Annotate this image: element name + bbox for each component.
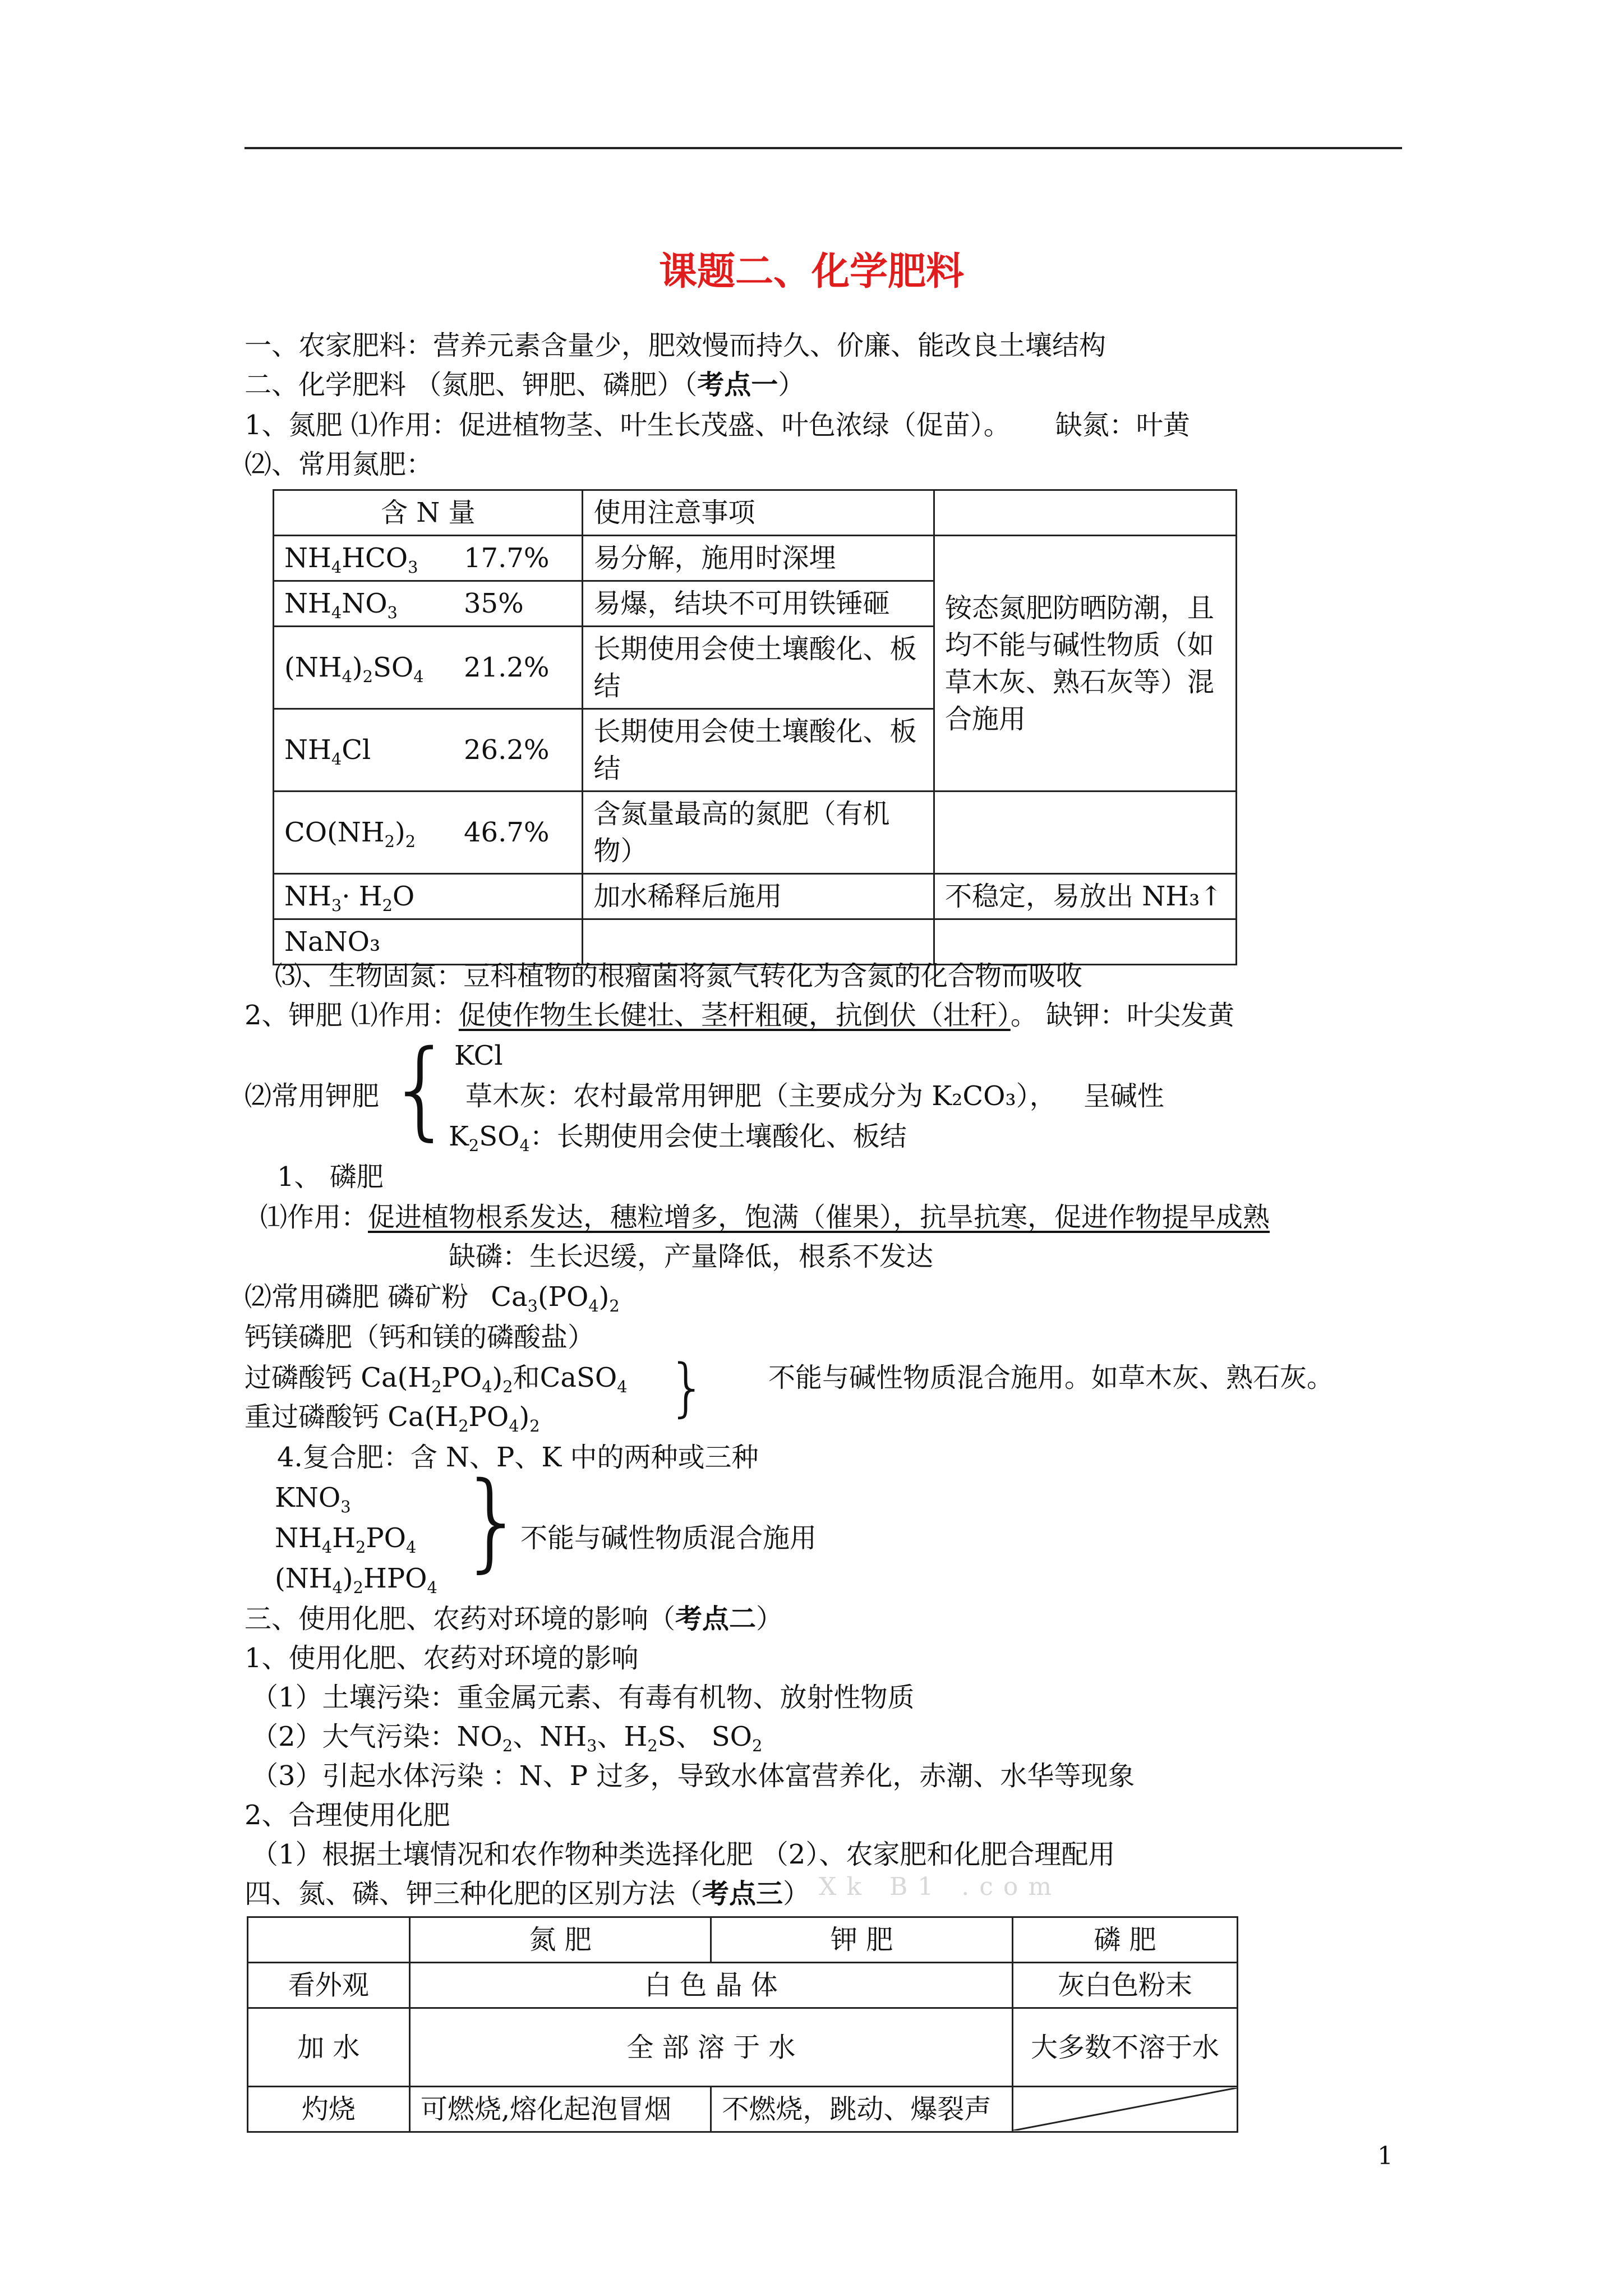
blank-cell [934,792,1237,874]
header-usage-notes: 使用注意事项 [583,490,934,536]
compound-nh4h2po4: $NH_4H_2PO_4$ [275,1522,417,1557]
air-pollution-label: （2）大气污染： [251,1721,457,1752]
phosphorus-deficiency: 缺磷：生长迟缓，产量降低，根系不发达 [449,1241,934,1272]
header-rule [245,147,1402,149]
section-3-text: 三、使用化肥、农药对环境的影响（ [245,1603,676,1635]
biological-fixation: ⑶、生物固氮：豆科植物的根瘤菌将氮气转化为含氮的化合物而吸收 [275,960,1083,992]
usage-note: 易爆，结块不可用铁锤砸 [583,581,934,627]
diagonal-cell [1012,2087,1237,2132]
potassium-kcl: KCl [454,1040,503,1071]
urea-cell [274,792,583,874]
p-appearance: 灰白色粉末 [1012,1963,1237,2008]
section-2-text: 二、化学肥料 （氮肥、钾肥、磷肥）（ [245,369,698,401]
nitrogen-deficiency: 缺氮：叶黄 [1055,409,1190,441]
header-potassium: 钾 肥 [711,1917,1013,1963]
nitrogen-fertilizer-table [273,489,1237,965]
air-pollution [251,1720,762,1754]
k-burn: 不燃烧，跳动、爆裂声 [711,2087,1013,2132]
section-4-heading [245,1877,810,1911]
exam-point-2: 考点二 [675,1603,757,1635]
distinguish-table [247,1916,1238,2133]
n-burn: 可燃烧,熔化起泡冒烟 [409,2087,711,2132]
triple-superphosphate-formula: $Ca(H_2PO_4)_2$ [388,1401,540,1436]
air-pollutants: $NO_2$、$NH_3$、$H_2S$、 $SO_2$ [457,1721,763,1756]
triple-superphosphate-label: 重过磷酸钙 [245,1401,380,1433]
header-nitrogen: 氮 肥 [409,1917,711,1963]
section-1: 一、农家肥料：营养元素含量少，肥效慢而持久、价廉、能改良土壤结构 [245,330,1106,361]
potassium-sulfate: $K_2SO_4$：长期使用会使土壤酸化、板结 [449,1121,907,1156]
blank-cell [934,919,1237,965]
plant-ash-text: 草木灰：农村最常用钾肥（主要成分为 K₂CO₃）， [465,1080,1057,1112]
n-percent: 35% [464,588,524,619]
sodium-nitrate-cell: NaNO₃ [274,919,583,965]
n-percent: 17.7% [464,542,550,574]
soil-pollution: （1）土壤污染：重金属元素、有毒有机物、放射性物质 [251,1682,915,1713]
nk-water: 全 部 溶 于 水 [409,2008,1012,2087]
watermark: Xk B1 .com [819,1872,1062,1901]
phosphorus-function-label: ⑴作用： [260,1202,368,1233]
phosphate-rock-label: ⑵常用磷肥 磷矿粉 [245,1281,469,1313]
rational-use: 2、合理使用化肥 [245,1800,450,1831]
usage-note: 加水稀释后施用 [583,874,934,919]
left-brace: { [387,1027,455,1151]
ammonium-bicarbonate-cell [274,536,583,581]
section-2-close: ） [778,369,805,401]
section-3-heading [245,1602,783,1636]
usage-note: 含氮量最高的氮肥（有机物） [583,792,934,874]
n-percent: 46.7% [464,817,550,848]
nk-appearance: 白 色 晶 体 [409,1963,1012,2008]
ammonium-nitrate-cell [274,581,583,627]
phosphorus-heading: 1、 磷肥 [277,1161,384,1193]
n-percent: 21.2% [464,652,550,683]
common-potassium-label: ⑵常用钾肥 [245,1080,380,1112]
potassium-sulfate-note: ：长期使用会使土壤酸化、板结 [529,1121,907,1152]
compound-nh42hpo4: $(NH_4)_2HPO_4$ [275,1563,437,1598]
ammonium-warning: 铵态氮肥防晒防潮，且均不能与碱性物质（如草木灰、熟石灰等）混合施用 [934,536,1237,792]
usage-note: 长期使用会使土壤酸化、板结 [583,709,934,792]
alkaline-note: 呈碱性 [1083,1080,1164,1112]
right-brace: } [459,1459,527,1583]
ammonium-sulfate-cell [274,627,583,709]
row-burn-label: 灼烧 [248,2087,410,2132]
plant-ash [465,1079,1164,1113]
formula: $CO(NH_2)_2$ [284,817,416,852]
ammonium-chloride-cell [274,709,583,792]
compound-kno3: $KNO_3$ [275,1482,351,1517]
p-water: 大多数不溶于水 [1012,2008,1237,2087]
water-pollution: （3）引起水体污染 ：N、P 过多，导致水体富营养化，赤潮、水华等现象 [251,1760,1135,1792]
row-water-label: 加 水 [248,2008,410,2087]
superphosphate-label: 过磷酸钙 [245,1362,353,1393]
corner-blank [248,1917,410,1963]
compound-warning: 不能与碱性物质混合施用 [520,1522,817,1554]
nitrogen-function-text: 1、氮肥 ⑴作用：促进植物茎、叶生长茂盛、叶色浓绿（促苗）。 [245,409,1011,441]
formula: $(NH_4)_2SO_4$ [284,652,424,687]
potassium-deficiency: 。 缺钾：叶尖发黄 [1010,1000,1235,1031]
section-3-close: ） [756,1603,783,1635]
phosphorus-function-text: 促进植物根系发达，穗粒增多，饱满（催果），抗旱抗寒，促进作物提早成熟 [368,1202,1270,1233]
common-nitrogen-heading: ⑵、常用氮肥： [245,449,434,480]
formula: $NH_4HCO_3$ [284,542,418,577]
rational-use-methods: （1）根据土壤情况和农作物种类选择化肥 （2）、农家肥和化肥合理配用 [251,1839,1115,1870]
superphosphate-formula: $Ca(H_2PO_4)_2$ [361,1362,513,1397]
formula: $NH_4Cl$ [284,734,371,769]
superphosphate [245,1361,628,1395]
usage-note: 易分解，施用时深埋 [583,536,934,581]
ammonia-water-cell: $NH_3\cdot H_2O$ [274,874,583,919]
environment-impact: 1、使用化肥、农药对环境的影响 [245,1642,639,1674]
page-number: 1 [1377,2142,1393,2170]
blank-cell [583,919,934,965]
n-percent: 26.2% [464,734,550,766]
exam-point-3: 考点三 [702,1878,783,1910]
header-n-content: 含 N 量 [274,490,583,536]
header-blank [934,490,1237,536]
potassium-function-text: 促使作物生长健壮、茎杆粗硬，抗倒伏（壮秆） [458,1000,1011,1031]
phosphate-warning: 不能与碱性物质混合施用。如草木灰、熟石灰。 [768,1362,1334,1393]
section-2-heading [245,368,805,402]
phosphate-rock-formula: $Ca_3(PO_4)_2$ [491,1281,620,1316]
phosphorus-function [260,1200,1270,1234]
formula: $NH_4NO_3$ [284,588,398,623]
exam-point-1: 考点一 [697,369,778,401]
calcium-magnesium-phosphate: 钙镁磷肥（钙和镁的磷酸盐） [245,1322,595,1353]
nitrogen-function [245,408,1190,442]
header-phosphorus: 磷 肥 [1012,1917,1237,1963]
usage-note: 长期使用会使土壤酸化、板结 [583,627,934,709]
page-title: 课题二、化学肥料 [658,250,964,294]
section-4-text: 四、氮、磷、钾三种化肥的区别方法（ [245,1878,703,1910]
stability-note: 不稳定，易放出 NH₃↑ [934,874,1237,919]
potassium-function-label: 2、钾肥 ⑴作用： [245,1000,459,1031]
row-appearance-label: 看外观 [248,1963,410,2008]
section-4-close: ） [783,1878,810,1910]
compound-fertilizer-heading: 4.复合肥：含 N、P、K 中的两种或三种 [277,1442,759,1473]
calcium-sulfate-formula: CaSO$_4$ [540,1362,628,1397]
diagonal-line [1013,2088,1237,2131]
triple-superphosphate [245,1400,540,1434]
right-brace: } [667,1351,708,1424]
phosphate-rock [245,1280,620,1314]
and-text: 和 [513,1362,540,1393]
